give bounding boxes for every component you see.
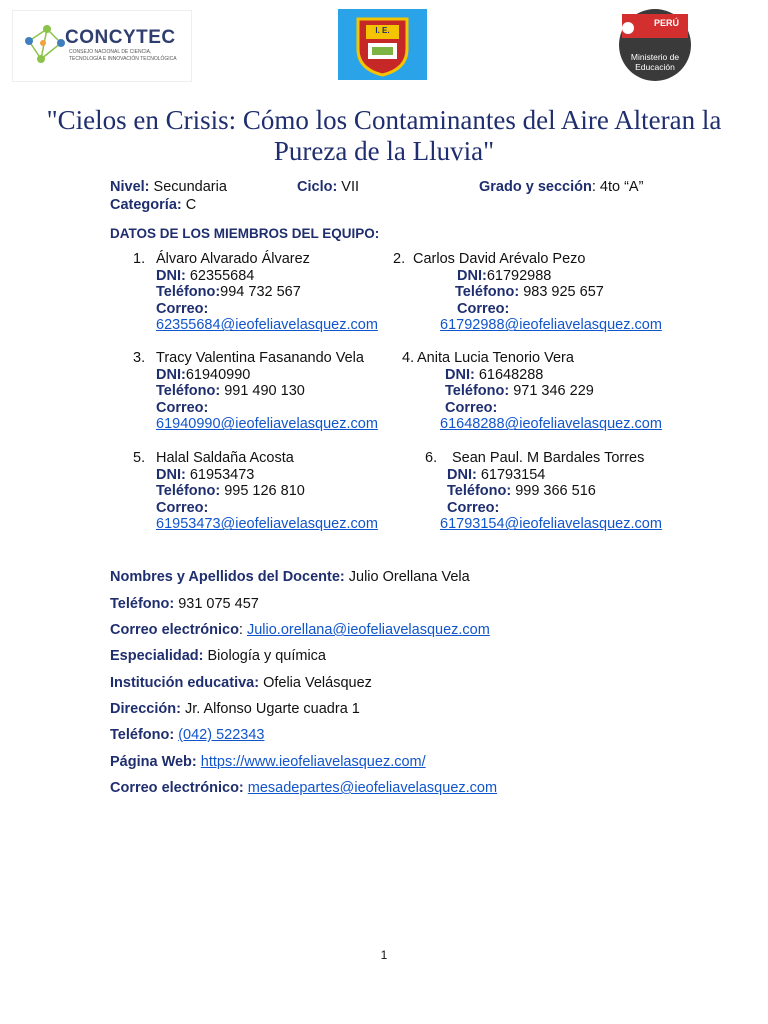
member-dni-value: 61940990 xyxy=(185,366,251,383)
member-email-label-label: Correo: xyxy=(457,300,510,317)
nivel-label: Nivel: xyxy=(110,179,150,195)
member-dni-row xyxy=(156,367,250,384)
member-phone-value: 995 126 810 xyxy=(220,483,305,500)
grado-line xyxy=(479,179,643,196)
member-number: 1. xyxy=(133,251,146,267)
teacher-phone-label: Teléfono: xyxy=(110,596,175,612)
member-email-label-label: Correo: xyxy=(447,499,500,516)
peru-label: PERÚ xyxy=(654,18,680,28)
member-phone-row xyxy=(445,383,594,400)
teacher-name-line xyxy=(110,569,470,586)
institution-email-label: Correo electrónico: xyxy=(110,780,244,796)
team-heading: DATOS DE LOS MIEMBROS DEL EQUIPO: xyxy=(110,226,380,241)
member-dni-row xyxy=(457,268,551,285)
member-number: 4. xyxy=(402,350,415,366)
member-email-label-label: Correo: xyxy=(156,399,209,416)
specialty-value: Biología y química xyxy=(203,648,326,664)
member-name: Sean Paul. M Bardales Torres xyxy=(452,450,645,466)
member-dni-value: 61648288 xyxy=(474,366,544,383)
member-name: Tracy Valentina Fasanando Vela xyxy=(156,350,364,366)
minedu-label xyxy=(616,52,694,72)
institution-line xyxy=(110,675,372,692)
member-dni-label: DNI: xyxy=(156,466,186,483)
minedu-label-line1: Ministerio de xyxy=(630,52,680,62)
specialty-line xyxy=(110,648,326,665)
minedu-label-line2: Educación xyxy=(635,62,675,72)
school-crest-logo xyxy=(338,9,427,80)
member-dni-row xyxy=(156,268,254,285)
member-dni-value: 61793154 xyxy=(476,466,546,483)
ciclo-line xyxy=(297,179,359,196)
institution-label: Institución educativa: xyxy=(110,675,260,691)
member-phone-label: Teléfono: xyxy=(445,383,510,400)
ciclo-value: VII xyxy=(337,179,360,195)
member-number: 5. xyxy=(133,450,146,466)
member-phone-value: 971 346 229 xyxy=(509,383,594,400)
member-dni-label: DNI: xyxy=(445,366,475,383)
member-phone-value: 983 925 657 xyxy=(519,284,604,301)
member-dni-value: 62355684 xyxy=(185,267,255,284)
member-email-link[interactable]: 61793154@ieofeliavelasquez.com xyxy=(440,516,662,533)
member-email-label-row xyxy=(156,400,208,417)
member-phone-row xyxy=(156,284,301,301)
institution-phone-line xyxy=(110,727,264,744)
member-phone-label: Teléfono: xyxy=(455,284,520,301)
member-dni-row xyxy=(445,367,543,384)
web-line xyxy=(110,754,426,771)
member-phone-value: 991 490 130 xyxy=(220,383,305,400)
member-phone-label: Teléfono: xyxy=(156,284,221,301)
member-phone-row xyxy=(156,483,305,500)
teacher-name-label: Nombres y Apellidos del Docente: xyxy=(110,569,345,585)
concytec-logo xyxy=(12,10,192,82)
member-name: Álvaro Alvarado Álvarez xyxy=(156,251,310,267)
member-email-label-label: Correo: xyxy=(156,499,209,516)
web-label: Página Web: xyxy=(110,754,197,770)
specialty-label: Especialidad: xyxy=(110,648,204,664)
member-dni-label: DNI: xyxy=(457,267,487,284)
minedu-logo xyxy=(616,8,694,82)
teacher-phone-value: 931 075 457 xyxy=(174,596,259,612)
document-title: "Cielos en Crisis: Cómo los Contaminantes del Aire Alteran la Pureza de la Lluvia" xyxy=(46,105,722,166)
member-email-label-row xyxy=(156,500,208,517)
categoria-label: Categoría: xyxy=(110,197,182,213)
member-email-label-row xyxy=(457,301,509,318)
institution-phone-link[interactable]: (042) 522343 xyxy=(178,727,265,743)
member-phone-value: 999 366 516 xyxy=(511,483,596,500)
member-dni-label: DNI: xyxy=(447,466,477,483)
teacher-email-link[interactable]: Julio.orellana@ieofeliavelasquez.com xyxy=(246,622,490,638)
web-link[interactable]: https://www.ieofeliavelasquez.com/ xyxy=(200,754,426,770)
member-number: 2. xyxy=(393,251,406,267)
member-email-label-row xyxy=(445,400,497,417)
member-number: 3. xyxy=(133,350,146,366)
institution-email-link[interactable]: mesadepartes@ieofeliavelasquez.com xyxy=(247,780,498,796)
member-email-link[interactable]: 62355684@ieofeliavelasquez.com xyxy=(156,317,378,334)
member-phone-label: Teléfono: xyxy=(447,483,512,500)
address-label: Dirección: xyxy=(110,701,181,717)
nivel-value: Secundaria xyxy=(149,179,227,195)
member-email-label-label: Correo: xyxy=(156,300,209,317)
teacher-email-line: Correo electrónico: Julio.orellana@ieofeliavelasquez.com xyxy=(110,622,490,638)
institution-value: Ofelia Velásquez xyxy=(259,675,372,691)
member-phone-row xyxy=(156,383,305,400)
member-name: Halal Saldaña Acosta xyxy=(156,450,294,466)
concytec-sub1: CONSEJO NACIONAL DE CIENCIA, xyxy=(69,49,152,55)
institution-email-line xyxy=(110,780,497,797)
institution-phone-label: Teléfono: xyxy=(110,727,175,743)
concytec-sub2: TECNOLOGÍA E INNOVACIÓN TECNOLÓGICA xyxy=(69,56,177,62)
member-name: Anita Lucia Tenorio Vera xyxy=(417,350,574,366)
member-number: 6. xyxy=(425,450,438,466)
categoria-line xyxy=(110,197,196,214)
member-dni-value: 61953473 xyxy=(185,466,255,483)
teacher-phone-line xyxy=(110,596,259,613)
member-name: Carlos David Arévalo Pezo xyxy=(413,251,586,267)
crest-text: I. E. xyxy=(375,26,390,35)
address-line xyxy=(110,701,360,718)
member-email-link[interactable]: 61792988@ieofeliavelasquez.com xyxy=(440,317,662,334)
crest-icon xyxy=(338,9,427,80)
teacher-name-value: Julio Orellana Vela xyxy=(344,569,470,585)
member-phone-label: Teléfono: xyxy=(156,383,221,400)
ciclo-label: Ciclo: xyxy=(297,179,338,195)
member-email-link[interactable]: 61953473@ieofeliavelasquez.com xyxy=(156,516,378,533)
page-number: 1 xyxy=(380,948,388,962)
member-phone-label: Teléfono: xyxy=(156,483,221,500)
member-dni-label: DNI: xyxy=(156,267,186,284)
address-value: Jr. Alfonso Ugarte cuadra 1 xyxy=(180,701,360,717)
member-dni-row xyxy=(447,467,545,484)
member-dni-label: DNI: xyxy=(156,366,186,383)
nivel-line xyxy=(110,179,227,196)
member-email-label-label: Correo: xyxy=(445,399,498,416)
member-phone-row xyxy=(447,483,596,500)
member-email-link[interactable]: 61648288@ieofeliavelasquez.com xyxy=(440,416,662,433)
member-email-link[interactable]: 61940990@ieofeliavelasquez.com xyxy=(156,416,378,433)
member-phone-row xyxy=(455,284,604,301)
concytec-name: CONCYTEC xyxy=(65,27,176,48)
member-phone-value: 994 732 567 xyxy=(220,284,301,301)
grado-label: Grado y sección xyxy=(479,179,592,195)
member-dni-row xyxy=(156,467,254,484)
member-dni-value: 61792988 xyxy=(486,267,552,284)
grado-value: : 4to “A” xyxy=(591,179,644,195)
categoria-value: C xyxy=(181,197,197,213)
member-email-label-row xyxy=(447,500,499,517)
teacher-email-label: Correo electrónico xyxy=(110,622,239,638)
member-email-label-row xyxy=(156,301,208,318)
